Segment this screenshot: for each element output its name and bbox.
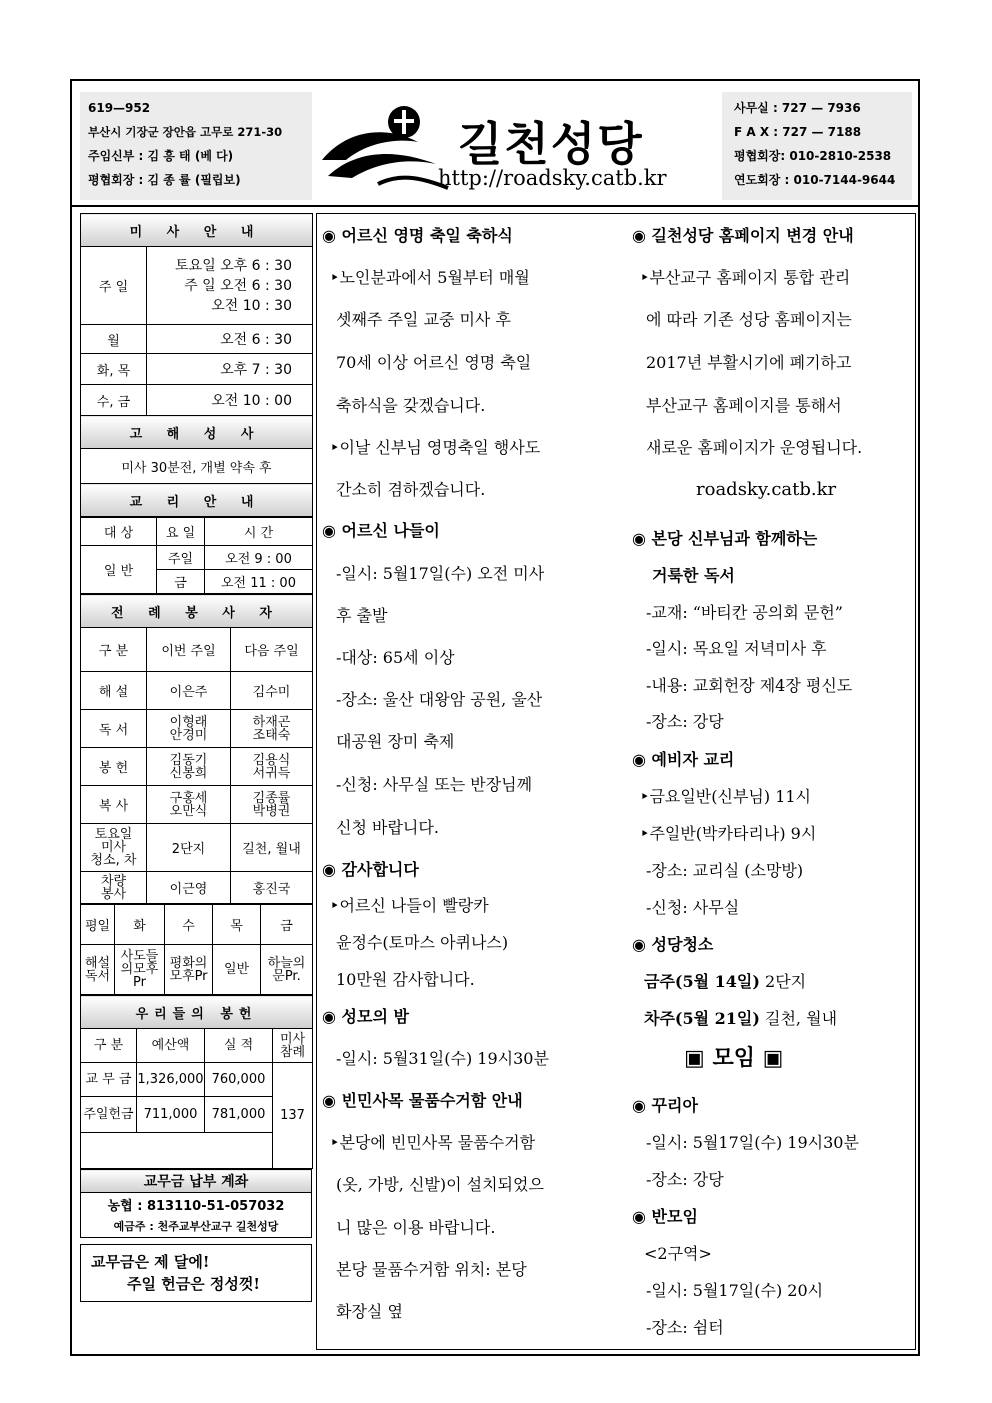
section-line: -장소: 강당 [646,1170,724,1189]
church-logo-icon [318,98,454,198]
offering-actual: 760,000 [205,1063,273,1097]
server-next: 김수미 [231,672,313,710]
confession-text: 미사 30분전, 개별 약속 후 [81,449,313,484]
attendance: 137 [273,1063,313,1169]
section-line: -장소: 교리실 (소망방) [646,861,804,880]
section-title: ◉ 성당청소 [632,935,714,954]
section-line: ‣부산교구 홈페이지 통합 관리 [640,268,851,287]
mass-title: 미 사 안 내 [81,214,313,247]
section-title: ◉ 빈민사목 물품수거함 안내 [322,1091,523,1110]
offering-table [80,995,313,1169]
section-line: -교재: “바티칸 공의회 문헌” [646,603,843,622]
server-this: 이형래 안경미 [147,710,231,748]
header-left-box [80,92,312,200]
section-line: 10만원 감사합니다. [336,970,475,989]
servers-header: 이번 주일 [147,628,231,672]
offering-label: 교 무 금 [81,1063,137,1097]
section-line: 윤정수(토마스 아퀴나스) [336,933,509,952]
weekday-header: 금 [261,905,313,945]
cleaning-week: 차주(5월 21일) [644,1009,760,1028]
section-line: (옷, 가방, 신발)이 설치되었으 [336,1175,544,1194]
catechism-header: 요 일 [157,518,205,546]
section-line: -장소: 쉼터 [646,1318,724,1337]
mass-time: 오후 7 : 30 [147,354,313,385]
sunday-time-3: 오전 10 : 30 [211,297,292,314]
section-title-2: 거룩한 독서 [652,566,735,585]
catechism-header: 대 상 [81,518,157,546]
homepage-url[interactable]: roadsky.catb.kr [696,479,837,500]
section-line: 축하식을 갖겠습니다. [336,396,486,415]
catechism-header: 시 간 [205,518,313,546]
church-title: 길천성당 [458,117,644,171]
offering-label: 주일헌금 [81,1097,137,1133]
section-line: -일시: 목요일 저녁미사 후 [646,639,827,658]
confession-title: 고 해 성 사 [81,416,313,449]
section-line: 70세 이상 어르신 영명 축일 [336,353,532,372]
meeting-title: ▣ 모임 ▣ [684,1046,784,1071]
fax-number: F A X : 727 — 7188 [734,125,862,139]
mass-time: 오전 6 : 30 [147,325,313,354]
section-line: -장소: 강당 [646,712,724,731]
section-line: ‣본당에 빈민사목 물품수거함 [330,1133,536,1152]
mass-table [80,213,313,517]
section-line: 에 따라 기존 성당 홈페이지는 [646,310,852,329]
section-line: -내용: 교회헌장 제4장 평신도 [646,676,853,695]
section-title: ◉ 예비자 교리 [632,750,735,769]
section-title: ◉ 어르신 나들이 [322,521,440,540]
catechism-group: 일 반 [81,546,157,594]
section-line: 2017년 부활시기에 폐기하고 [646,353,852,372]
section-line: 신청 바랍니다. [336,818,439,837]
section-line: -일시: 5월17일(수) 19시30분 [646,1133,859,1152]
header-right-box [722,92,912,200]
server-next: 홍진국 [231,872,313,904]
server-this: 구홍세 오만식 [147,786,231,824]
section-line: -신청: 사무실 [646,898,740,917]
section-title: ◉ 꾸리아 [632,1096,698,1115]
account-table [80,1169,312,1238]
cleaning-place: 2단지 [759,972,807,991]
offering-budget: 1,326,000 [137,1063,205,1097]
section-title: ◉ 길천성당 홈페이지 변경 안내 [632,226,854,245]
section-line: -일시: 5월17일(수) 오전 미사 [336,564,545,583]
server-role: 복 사 [81,786,147,824]
server-role: 토요일 미사 청소, 차 [81,824,147,872]
section-line: ‣어르신 나들이 빨랑카 [330,896,489,915]
server-next: 김용식 서귀득 [231,748,313,786]
section-line: -일시: 5월31일(수) 19시30분 [336,1049,549,1068]
server-role: 차량 봉사 [81,872,147,904]
account-holder: 예금주 : 천주교부산교구 길천성당 [81,1215,312,1238]
section-line: -신청: 사무실 또는 반장님께 [336,775,533,794]
section-title: ◉ 어르신 영명 축일 축하식 [322,226,513,245]
server-this: 이은주 [147,672,231,710]
section-line: -장소: 울산 대왕암 공원, 울산 [336,690,543,709]
servers-header: 다음 주일 [231,628,313,672]
offering-header: 실 적 [205,1029,273,1063]
sunday-label: 주 일 [81,247,147,325]
section-line: 니 많은 이용 바랍니다. [336,1218,496,1237]
section-title: ◉ 반모임 [632,1207,698,1226]
section-line: ‣이날 신부님 영명축일 행사도 [330,438,541,457]
weekday-value: 일반 [213,945,261,995]
weekday-value: 하늘의 문Pr. [261,945,313,995]
section-line: ‣주일반(박카타리나) 9시 [640,824,817,843]
mass-time: 오전 10 : 00 [147,385,313,416]
youth-phone: 연도회장 : 010-7144-9644 [734,173,896,187]
notice-line-1: 교무금은 제 달에! [91,1253,210,1271]
catechism-time: 오전 9 : 00 [205,546,313,570]
offering-header: 구 분 [81,1029,137,1063]
section-line: 간소히 겸하겠습니다. [336,480,486,499]
section-title: ◉ 감사합니다 [322,860,419,879]
offering-header: 미사 참례 [273,1029,313,1063]
zip-code: 619—952 [88,101,151,115]
section-subtitle: <2구역> [644,1244,712,1263]
mass-day: 수, 금 [81,385,147,416]
cleaning-line-1 [644,969,806,992]
mass-day: 월 [81,325,147,354]
servers-table [80,594,313,904]
offering-title: 우리들의 봉헌 [81,996,313,1029]
account-title: 교무금 납부 계좌 [81,1170,312,1193]
section-line: 새로운 홈페이지가 운영됩니다. [646,438,863,457]
catechism-time: 오전 11 : 00 [205,570,313,594]
server-role: 독 서 [81,710,147,748]
header-divider [72,205,918,207]
section-title: ◉ 본당 신부님과 함께하는 [632,529,818,548]
catechism-title: 교 리 안 내 [81,484,313,517]
church-url[interactable]: http://roadsky.catb.kr [438,166,667,190]
weekday-label: 해설 독서 [81,945,115,995]
sunday-time-1: 토요일 오후 6 : 30 [175,257,292,274]
servers-title: 전 례 봉 사 자 [81,595,313,628]
section-line: ‣금요일반(신부님) 11시 [640,787,812,806]
server-this: 2단지 [147,824,231,872]
offering-empty-row [81,1133,273,1169]
left-column [80,213,312,1302]
cleaning-place: 길천, 월내 [759,1009,838,1028]
server-next: 김종률 박병권 [231,786,313,824]
weekday-table [80,904,313,995]
server-this: 이근영 [147,872,231,904]
office-phone: 사무실 : 727 — 7936 [734,101,861,115]
server-next: 하재곤 조태숙 [231,710,313,748]
section-line: 본당 물품수거함 위치: 본당 [336,1260,527,1279]
cleaning-week: 금주(5월 14일) [644,972,760,991]
weekday-value: 사도들 의모후 Pr [115,945,165,995]
section-line: 부산교구 홈페이지를 통해서 [646,396,842,415]
section-line: 대공원 장미 축제 [336,732,455,751]
offering-actual: 781,000 [205,1097,273,1133]
address: 부산시 기장군 장안읍 고무로 271-30 [88,125,283,139]
server-role: 봉 헌 [81,748,147,786]
notice-line-2: 주일 헌금은 정성껏! [127,1275,260,1293]
catechism-day: 금 [157,570,205,594]
server-next: 길천, 월내 [231,824,313,872]
section-line: -대상: 65세 이상 [336,648,455,667]
server-role: 해 설 [81,672,147,710]
catechism-day: 주일 [157,546,205,570]
weekday-header: 화 [115,905,165,945]
section-line: -일시: 5월17일(수) 20시 [646,1281,824,1300]
offering-budget: 711,000 [137,1097,205,1133]
section-line: 화장실 옆 [336,1302,403,1321]
catechism-table [80,517,313,594]
account-bank: 농협 : 813110-51-057032 [81,1193,312,1216]
weekday-value: 평화의 모후Pr [165,945,213,995]
pastor: 주임신부 : 김 흥 태 (베 다) [88,149,234,163]
section-title: ◉ 성모의 밤 [322,1007,409,1026]
section-line: 후 출발 [336,606,388,625]
weekday-header: 평일 [81,905,115,945]
servers-header: 구 분 [81,628,147,672]
section-line: ‣노인분과에서 5월부터 매월 [330,268,530,287]
section-line: 셋째주 주일 교중 미사 후 [336,310,511,329]
notice-box [80,1244,312,1302]
server-this: 김동기 신봉희 [147,748,231,786]
sunday-time-2: 주 일 오전 6 : 30 [184,277,292,294]
weekday-header: 수 [165,905,213,945]
council-phone: 평협회장: 010-2810-2538 [734,149,892,163]
mass-day: 화, 목 [81,354,147,385]
cleaning-line-2 [644,1006,837,1029]
weekday-header: 목 [213,905,261,945]
offering-header: 예산액 [137,1029,205,1063]
council-chair: 평협회장 : 김 종 률 (필립보) [88,173,241,187]
